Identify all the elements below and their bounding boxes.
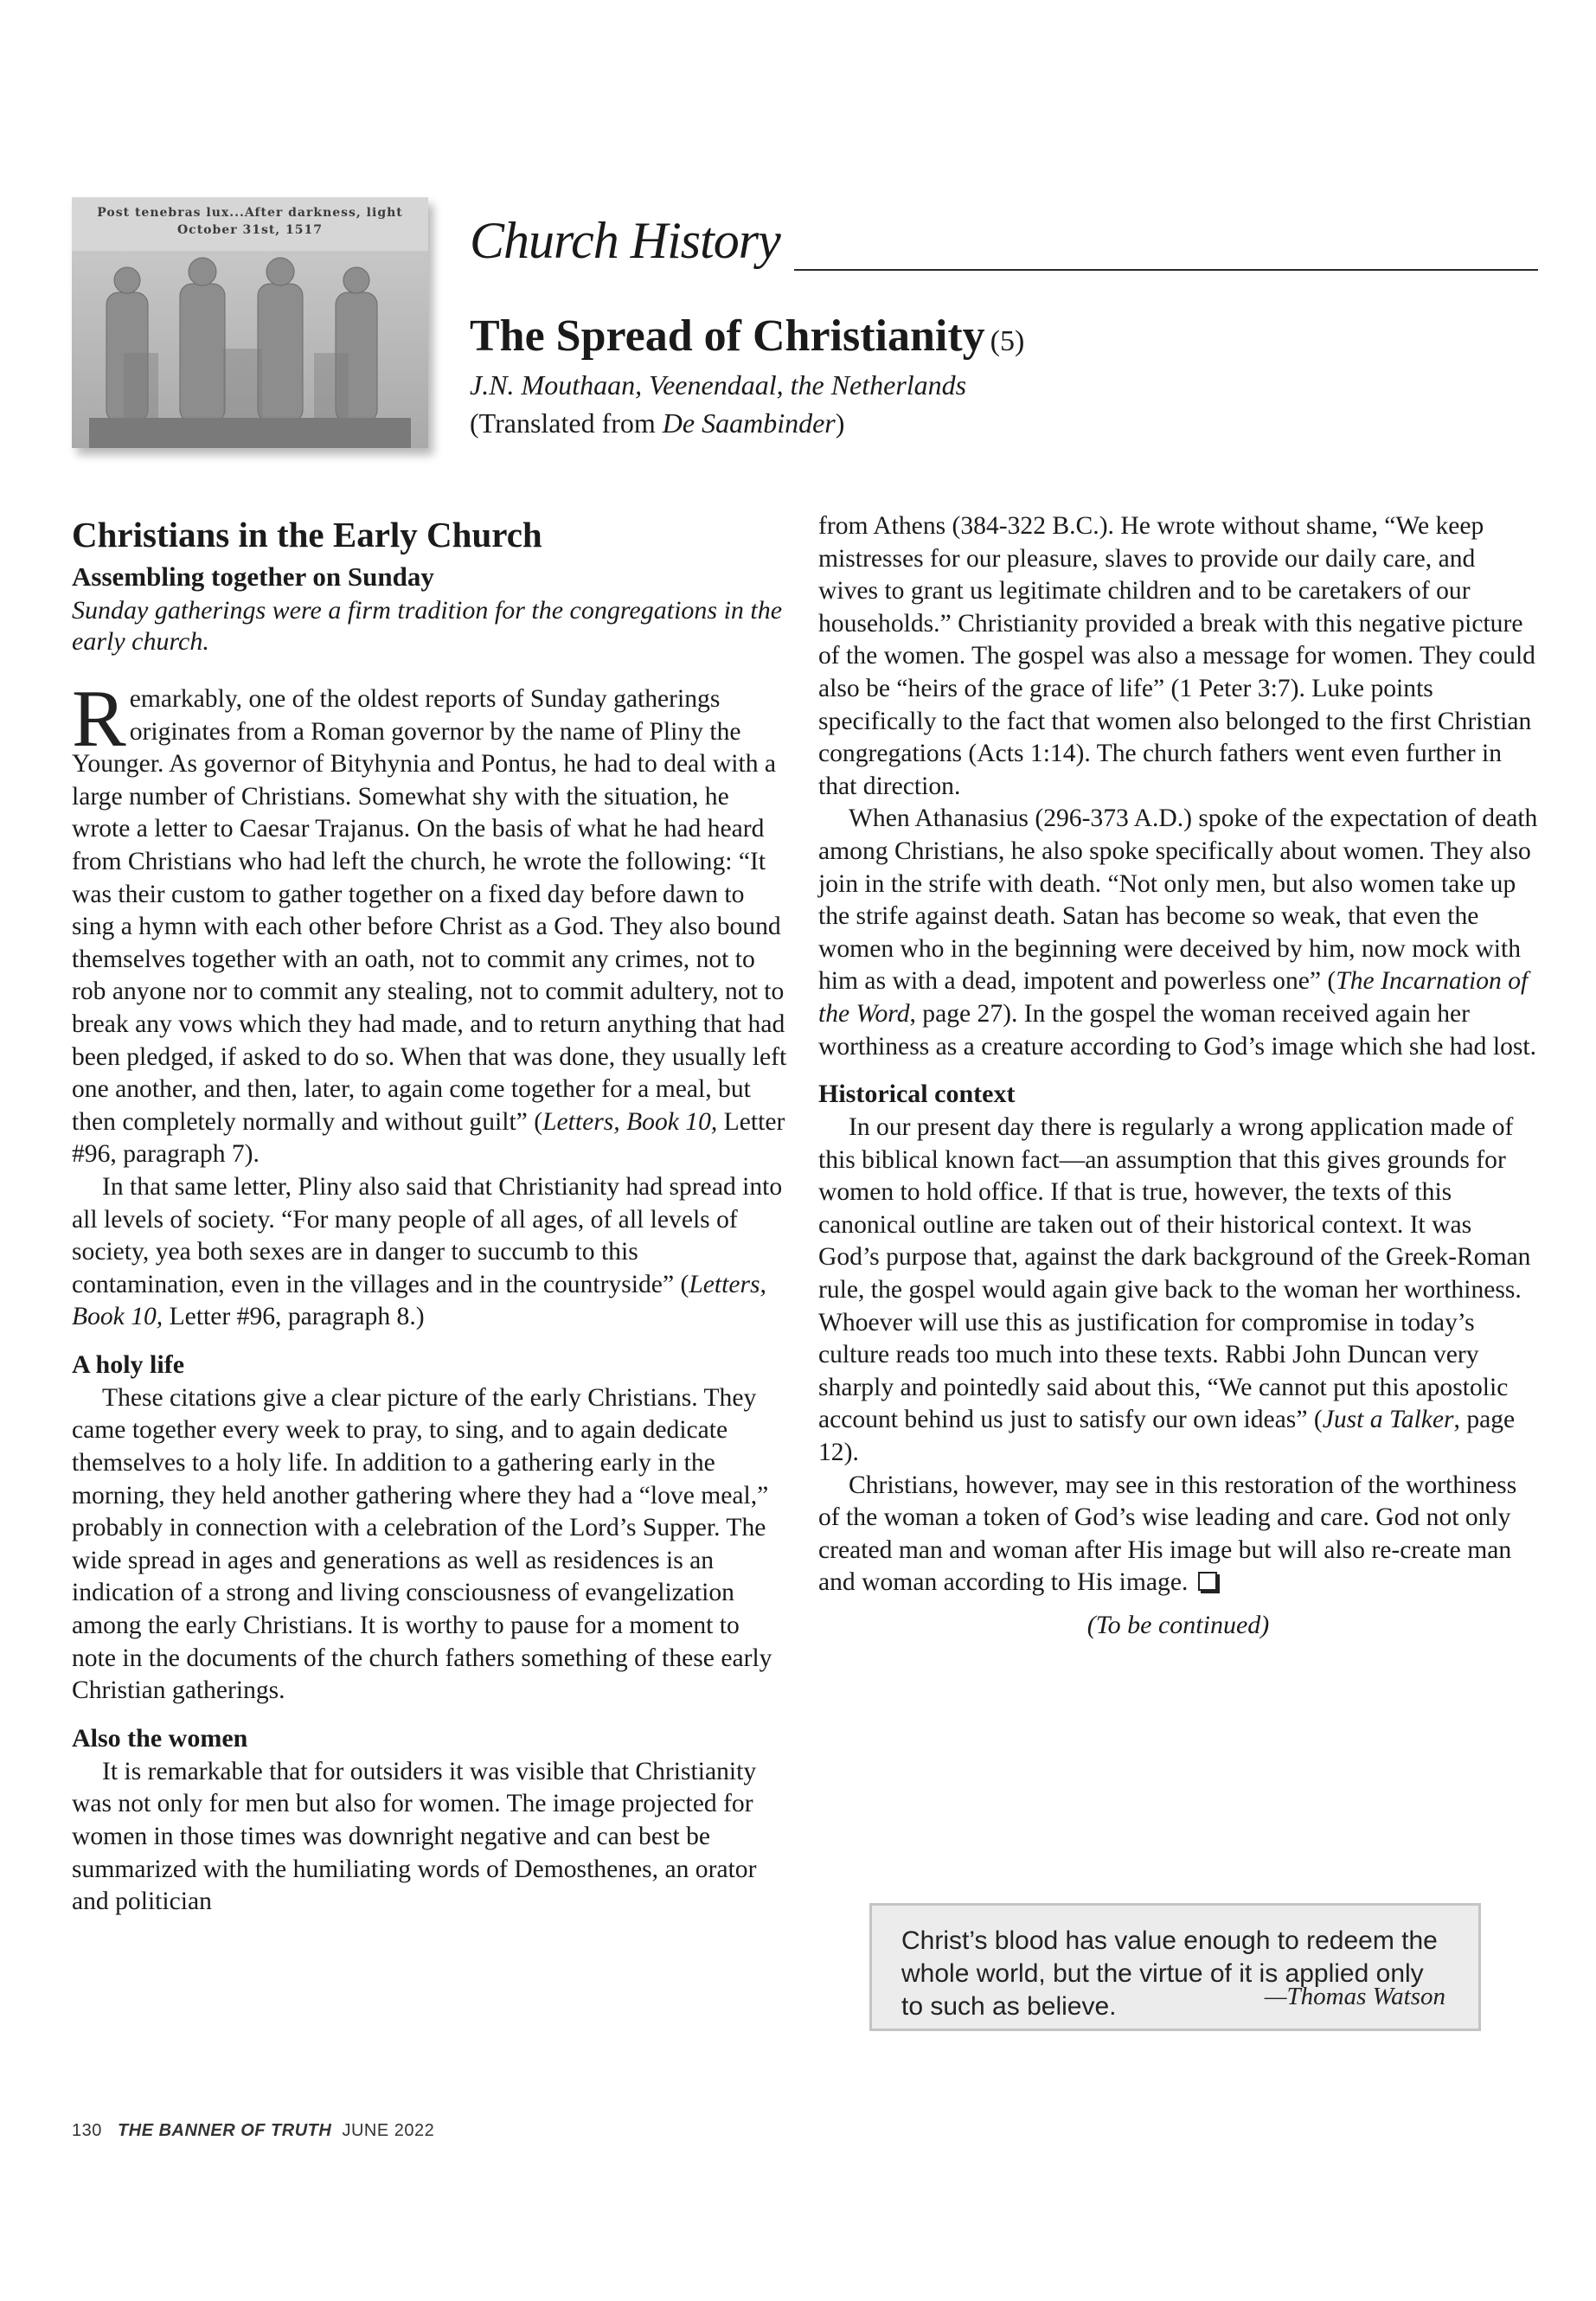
citation-just-a-talker: Just a Talker <box>1322 1406 1454 1434</box>
photo-caption <box>72 204 428 239</box>
paragraph-society-end: Letter #96, paragraph 8.) <box>163 1303 425 1331</box>
spacer <box>72 1334 790 1348</box>
continued-note: (To be continued) <box>1086 1611 1270 1639</box>
paragraph-context <box>818 1112 1538 1470</box>
author-byline: J.N. Mouthaan, Veenendaal, the Netherlands <box>470 369 967 401</box>
end-of-article-icon <box>1198 1572 1217 1591</box>
paragraph-athanasius-text: When Athanasius (296-373 A.D.) spoke of the expectation of death among Christians, he also spoke specifically about women. They also join in the strife with death. “Not only men, but also women take up the strife against death. Satan has become so weak, that even the women who in the beginning were deceived by him, now mock with him as with a dead, impotent and powerless one” ( <box>818 804 1538 996</box>
paragraph-pliny-end: Letter #96, paragraph 7). <box>72 1107 785 1169</box>
heading-holy-life: A holy life <box>72 1349 185 1379</box>
translation-suffix: ) <box>835 407 845 439</box>
drop-cap: R <box>72 674 126 764</box>
spacer <box>72 1708 790 1721</box>
heading-historical-context: Historical context <box>818 1080 1016 1109</box>
translation-source: De Saambinder <box>662 407 836 439</box>
paragraph-athanasius-end: , page 27). In the gospel the woman received again her worthiness as a creature according to God’s image which she had lost. <box>818 999 1537 1061</box>
right-column <box>818 510 1538 1643</box>
pull-quote-attribution: —Thomas Watson <box>1264 1983 1445 2010</box>
paragraph-restoration-text: Christians, however, may see in this restoration of the worthiness of the woman a token of God’s wise leading and care. God not only created man and woman after His image but will also re-create man and woman according to His image. <box>818 1471 1517 1597</box>
paragraph-pliny <box>72 674 790 1171</box>
citation-letters-2: Letters, Book 10, <box>72 1270 766 1331</box>
article-part-number: (5) <box>990 325 1025 357</box>
heading-also-women: Also the women <box>72 1723 248 1753</box>
page-number: 130 <box>72 2121 102 2140</box>
reformation-wall-photo <box>72 197 428 448</box>
photo-caption-line-2: October 31st, 1517 <box>176 223 323 237</box>
section-title: Church History <box>470 212 780 269</box>
paragraph-society <box>72 1171 790 1334</box>
translation-prefix: (Translated from <box>470 407 663 439</box>
paragraph-context-end: , page 12). <box>818 1406 1516 1467</box>
paragraph-demosthenes: from Athens (384-322 B.C.). He wrote without shame, “We keep mistresses for our pleasure, slaves to provide our daily care, and wives to grant us legitimate children and to be caretakers of our households.” Christianity provided a break with this negative picture of the women. The gospel was also a message for women. They could also be “heirs of the grace of life” (1 Peter 3:7). Luke points specifically to the fact that women also belonged to the first Christian congregations (Acts 1:14). The church fathers went even further in that direction. <box>818 512 1535 800</box>
spacer <box>818 1063 1538 1077</box>
subhead-early-church: Christians in the Early Church <box>72 515 542 554</box>
pull-quote-box <box>869 1903 1481 2031</box>
citation-letters-1: Letters, Book 10, <box>542 1107 718 1136</box>
paragraph-pliny-text: emarkably, one of the oldest reports of Sunday gatherings originates from a Roman governor by the name of Pliny the Younger. As governor of Bityhynia and Pontus, he had to deal with a large number of Christians. Somewhat shy with the situation, he wrote a letter to Caesar Trajanus. On the basis of what he had heard from Christians who had left the church, he wrote the following: “It was their custom to gather together on a fixed day before dawn to sing a hymn with each other before Christ as a God. They also bound themselves together with an oath, not to commit any crimes, not to rob anyone nor to commit any stealing, not to commit adultery, not to break any vows which they had made, and to return anything that had been pledged, if asked to do so. When that was done, they usually left one another, and then, later, to again come together for a meal, but then completely normally and without guilt” ( <box>72 685 787 1136</box>
left-column <box>72 510 790 1919</box>
paragraph-society-text: In that same letter, Pliny also said that Christianity had spread into all levels of society. “For many people of all ages, of all levels of society, yea both sexes are in danger to succumb to this contamination, even in the villages and in the countryside” ( <box>72 1172 783 1298</box>
pull-quote-text: Christ’s blood has value enough to redeem the whole world, but the virtue of it is applied only to such as believe. <box>901 1926 1438 2021</box>
title-rule <box>794 269 1538 271</box>
page-footer <box>72 2121 434 2141</box>
paragraph-context-text: In our present day there is regularly a wrong application made of this biblical known fact—an assumption that this gives grounds for women to hold office. If that is true, however, the texts of this canonical outline are taken out of their historical context. It was God’s purpose that, against the dark background of the Greek-Roman rule, the gospel would again give back to the woman her worthiness. Whoever will use this as justification for compromise in today’s culture reads too much into these texts. Rabbi John Duncan very sharply and pointedly said about this, “We cannot put this apostolic account behind us just to satisfy our own ideas” ( <box>818 1113 1531 1434</box>
citation-incarnation: The Incarnation of the Word <box>818 967 1529 1028</box>
paragraph-women: It is remarkable that for outsiders it was visible that Christianity was not only for men but also for women. The image projected for women in those times was downright negative and can best be summarized with the humiliating words of Demosthenes, an orator and politician <box>72 1757 757 1916</box>
paragraph-restoration <box>818 1470 1538 1599</box>
kicker-sunday: Assembling together on Sunday <box>72 561 434 592</box>
article-title <box>470 306 1024 372</box>
paragraph-athanasius <box>818 803 1538 1063</box>
publication-name: THE BANNER OF TRUTH <box>118 2121 332 2140</box>
article-deck: Sunday gatherings were a firm tradition for the congregations in the early church. <box>72 596 783 656</box>
paragraph-holy-life: These citations give a clear picture of the early Christians. They came together every week to pray, to sing, and to again dedicate themselves to a holy life. In addition to a gathering early in the morning, they held another gathering where they had a “love meal,” probably in connection with a celebration of the Lord’s Supper. The wide spread in ages and generations as well as residences is an indication of a strong and living consciousness of evangelization among the early Christians. It is worthy to pause for a moment to note in the documents of the church fathers something of these early Christian gatherings. <box>72 1383 772 1705</box>
photo-caption-line-1: Post tenebras lux...After darkness, light <box>97 206 403 220</box>
translation-note <box>470 404 844 442</box>
issue-date: JUNE 2022 <box>342 2121 435 2140</box>
article-title-text: The Spread of Christianity <box>470 311 985 361</box>
spacer <box>72 657 790 683</box>
